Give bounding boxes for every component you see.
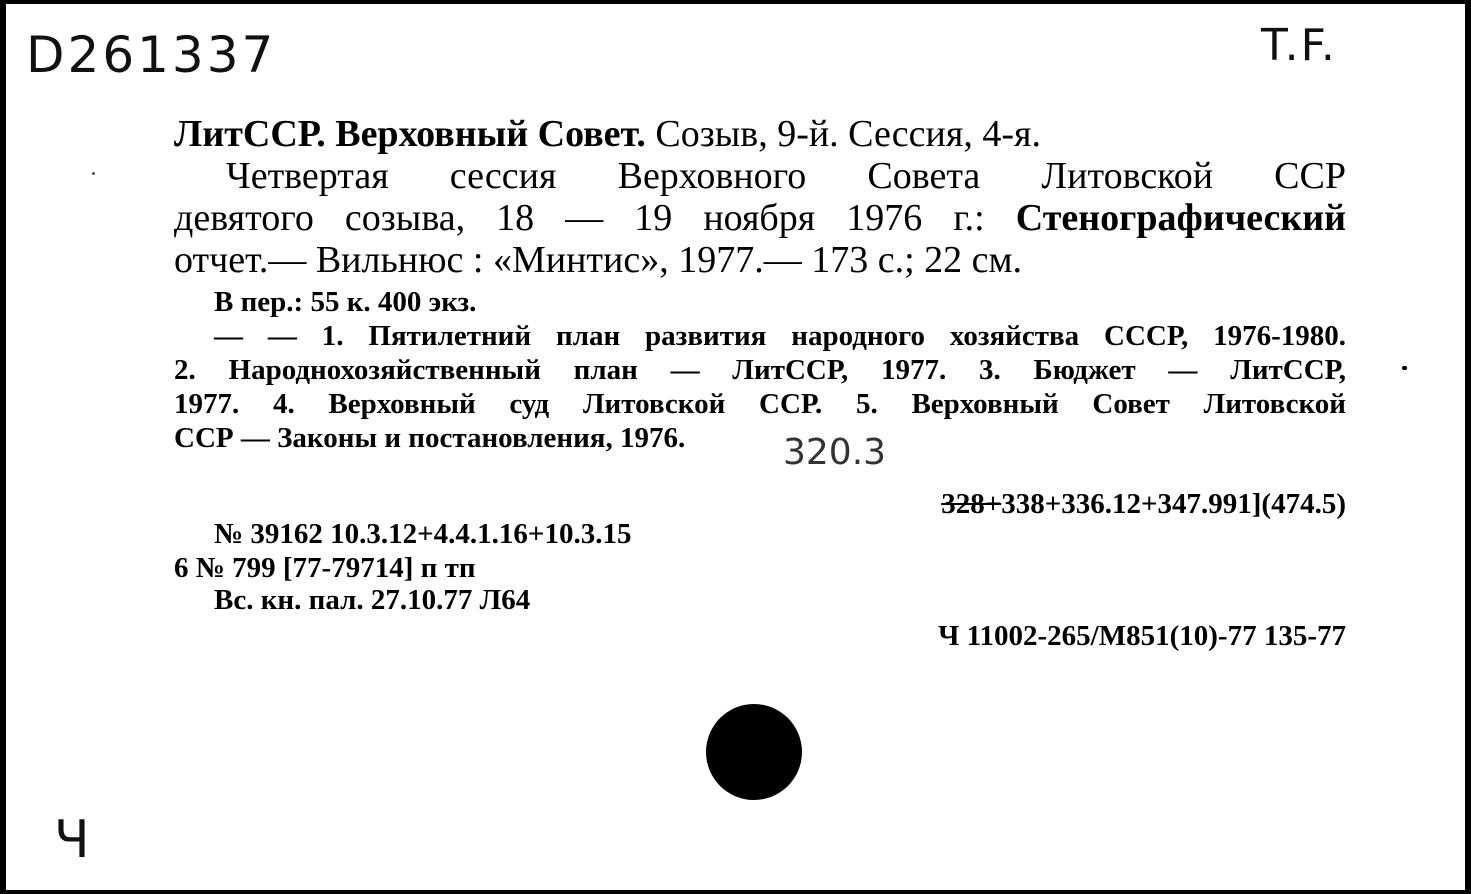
price-line: В пер.: 55 к. 400 экз. — [214, 286, 477, 318]
subjects-line-3: 1977. 4. Верховный суд Литовской ССР. 5. Верховный Совет Литовской — [174, 388, 1346, 420]
index-code: Ч 11002-265/М851(10)-77 135-77 — [938, 620, 1346, 652]
subjects-line-4: ССР — Законы и постановления, 1976. — [174, 422, 686, 454]
ink-dot — [1402, 366, 1407, 370]
handwritten-classification-note: 320.3 — [783, 432, 887, 473]
heading-line — [174, 112, 1041, 156]
handwritten-accession-number: D261337 — [26, 26, 277, 84]
heading-bold: ЛитССР. Верховный Совет. — [174, 113, 646, 155]
title-line-2-bold: Стенографический — [1015, 197, 1347, 239]
classification-code: 338+336.12+347.991](474.5) — [1001, 488, 1346, 520]
title-line-2 — [174, 196, 1346, 240]
catalog-card — [6, 4, 1465, 890]
handwritten-corner-mark: T.F. — [1261, 20, 1337, 71]
subjects-line-1: — — 1. Пятилетний план развития народного хозяйства СССР, 1976-1980. — [214, 320, 1346, 352]
subjects-line-2: 2. Народнохозяйственный план — ЛитССР, 1977. 3. Бюджет — ЛитССР, — [174, 354, 1346, 386]
crossed-out-code: 328+ — [941, 488, 1002, 520]
title-line-1: Четвертая сессия Верховного Совета Литовской ССР — [226, 155, 1346, 197]
title-line-3: отчет.— Вильнюс : «Минтис», 1977.— 173 с.; 22 см. — [174, 239, 1023, 281]
code-line-2: 6 № 799 [77-79714] п тп — [174, 552, 476, 584]
ink-speck — [92, 172, 95, 175]
code-line-3: Вс. кн. пал. 27.10.77 Л64 — [214, 584, 531, 616]
handwritten-bottom-mark: Ч — [54, 810, 90, 870]
title-line-2-plain: девятого созыва, 18 — 19 ноября 1976 г.: — [174, 197, 985, 239]
classification-line — [766, 488, 1346, 521]
code-line-1: № 39162 10.3.12+4.4.1.16+10.3.15 — [214, 518, 632, 550]
punch-hole — [706, 704, 802, 800]
heading-rest: Созыв, 9-й. Сессия, 4-я. — [655, 113, 1041, 155]
